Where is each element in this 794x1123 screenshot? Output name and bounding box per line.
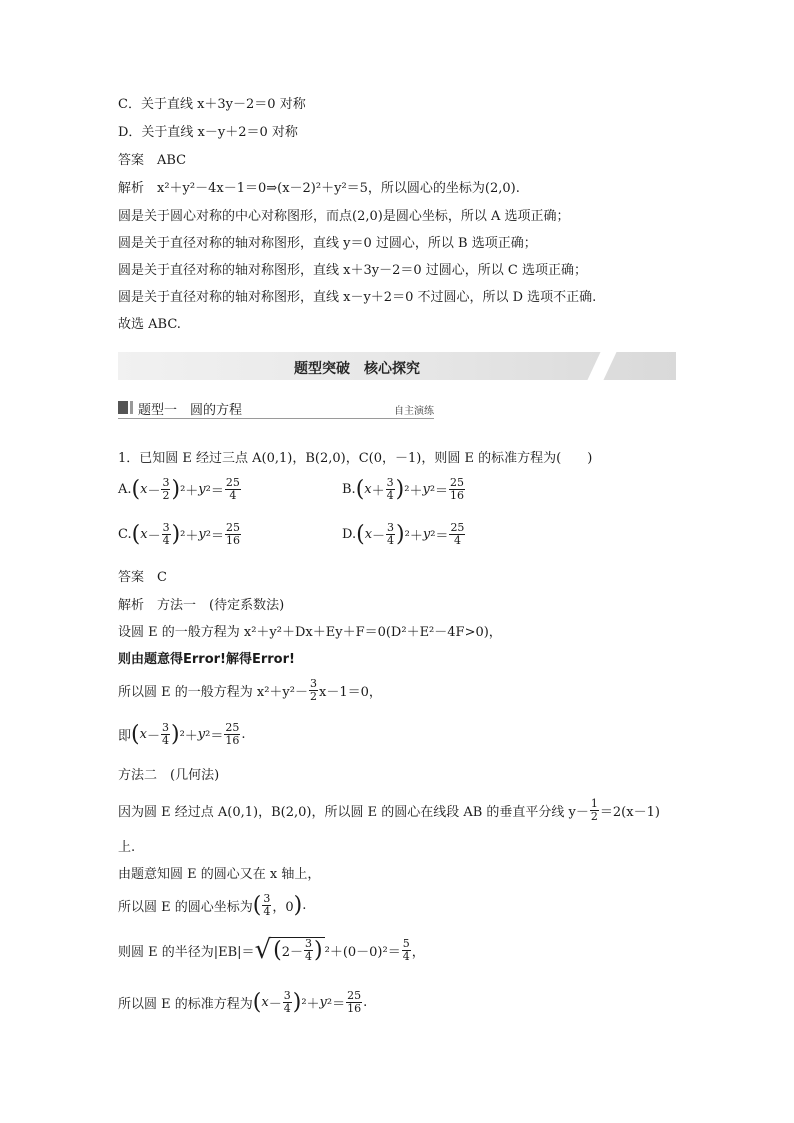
topic-tag: 自主演练	[394, 406, 434, 417]
q1-answer: 答案 C	[118, 570, 167, 585]
method2-line-5: 则圆 E 的半径为|EB|＝ √ ( 2－ $\frac{3}{4}$ ) ²＋(0－0)²＝ $\frac{5}{4}$ ，	[118, 935, 425, 965]
m1l4-rnum: 25	[225, 721, 240, 734]
m2l5-rden: 4	[402, 949, 410, 963]
d-r-den: 4	[453, 534, 461, 547]
solution-line-6: 故选 ABC.	[118, 317, 181, 332]
m2l4-num: 3	[263, 892, 271, 905]
m2l5-num: 3	[305, 937, 313, 950]
m2l1-pre: 因为圆 E 经过点 A(0,1)，B(2,0)，所以圆 E 的圆心在线段 AB 的垂直平分线 y－	[118, 805, 589, 820]
a-h-den: 2	[162, 489, 170, 502]
option-c-line: C．关于直线 x＋3y－2＝0 对称	[118, 97, 306, 112]
method2-line-4: 所以圆 E 的圆心坐标为 ( $\frac{3}{4}$ ，0 ) .	[118, 892, 307, 918]
a-r-den: 4	[229, 489, 237, 502]
topic-title: 题型一 圆的方程	[138, 403, 243, 418]
option-a-label: A.	[118, 482, 132, 497]
c-r-den: 16	[225, 534, 240, 547]
a-r-num: 25	[225, 476, 240, 489]
option-c: C. ( x － $\frac{3}{4}$ ) ²＋ y ²＝ $\frac{25}{16}$	[118, 521, 240, 547]
c-r-num: 25	[225, 521, 240, 534]
solution-line-4: 圆是关于直径对称的轴对称图形，直线 x＋3y－2＝0 过圆心，所以 C 选项正确；	[118, 263, 587, 278]
section-banner	[118, 352, 676, 380]
answer-line: 答案 ABC	[118, 153, 187, 168]
m2l4-post: ，0	[272, 900, 294, 915]
method2-line-1	[118, 798, 660, 823]
m2l1-den: 2	[590, 810, 598, 823]
c-h-den: 4	[162, 534, 170, 547]
method2-title: 方法二 (几何法)	[118, 768, 220, 783]
option-a: A. ( x － $\frac{3}{2}$ ) ²＋ y ²＝ $\frac{25}{4}$	[118, 476, 240, 502]
m1l3-pre: 所以圆 E 的一般方程为 x²＋y²－	[118, 685, 308, 700]
b-r-num: 25	[450, 476, 465, 489]
m2l1-post: ＝2(x－1)	[599, 805, 660, 820]
method2-line-3: 由题意知圆 E 的圆心又在 x 轴上，	[118, 867, 321, 882]
option-b-label: B.	[342, 482, 356, 497]
m1l4-num: 3	[161, 721, 169, 734]
sqrt-expression: √ ( 2－ $\frac{3}{4}$ )	[254, 935, 323, 965]
b-r-den: 16	[450, 489, 465, 502]
solution-line-1: 解析 x²＋y²－4x－1＝0⇒(x－2)²＋y²＝5，所以圆心的坐标为(2,0).	[118, 181, 520, 196]
c-h-num: 3	[162, 521, 170, 534]
option-b: B. ( x ＋ $\frac{3}{4}$ ) ²＋ y ²＝ $\frac{25}{16}$	[342, 476, 465, 502]
option-d: D. ( x － $\frac{3}{4}$ ) ²＋ y ²＝ $\frac{25}{4}$	[342, 521, 465, 547]
method1-line-2: 则由题意得Error!解得Error!	[118, 652, 295, 667]
m2l6-num: 3	[283, 989, 291, 1002]
m2l1-num: 1	[590, 797, 598, 810]
m2l6-rnum: 25	[347, 989, 362, 1002]
m1l3-den: 2	[310, 690, 317, 703]
question-stem: 1．已知圆 E 经过三点 A(0,1)，B(2,0)，C(0，－1)，则圆 E 的标准方程为( )	[118, 451, 593, 466]
option-d-label: D.	[342, 527, 357, 542]
m1l3-post: x－1＝0，	[319, 685, 382, 700]
m2l6-pre: 所以圆 E 的标准方程为	[118, 997, 253, 1012]
m1l3-num: 3	[310, 677, 317, 690]
m1l4-den: 4	[161, 734, 169, 747]
b-h-den: 4	[386, 489, 394, 502]
bookmark-icon	[118, 401, 128, 414]
solution-line-3: 圆是关于直径对称的轴对称图形，直线 y＝0 过圆心，所以 B 选项正确；	[118, 236, 537, 251]
b-h-num: 3	[386, 476, 394, 489]
method2-line-6: 所以圆 E 的标准方程为 ( x － $\frac{3}{4}$ ) ²＋ y ²＝ $\frac{25}{16}$ .	[118, 989, 368, 1015]
method1-line-1: 设圆 E 的一般方程为 x²＋y²＋Dx＋Ey＋F＝0(D²＋E²－4F>0)，	[118, 625, 502, 640]
m1l4-rden: 16	[225, 734, 240, 747]
m2l4-den: 4	[263, 905, 271, 918]
m2l5-den: 4	[305, 950, 313, 963]
solution-line-5: 圆是关于直径对称的轴对称图形，直线 x－y＋2＝0 不过圆心，所以 D 选项不正确.	[118, 290, 597, 305]
banner-title: 题型突破 核心探究	[294, 361, 420, 377]
m2l6-den: 4	[283, 1002, 291, 1015]
d-h-num: 3	[387, 521, 395, 534]
option-d-line: D．关于直线 x－y＋2＝0 对称	[118, 125, 298, 140]
m1l4-pre: 即	[118, 729, 132, 744]
m2l4-pre: 所以圆 E 的圆心坐标为	[118, 900, 253, 915]
method1-line-3	[118, 678, 382, 703]
m2l6-rden: 16	[347, 1002, 362, 1015]
m2l5-tail: ²＋(0－0)²＝	[324, 944, 401, 960]
topic-subheading	[118, 398, 434, 419]
d-r-num: 25	[450, 521, 465, 534]
method2-line-2: 上.	[118, 840, 136, 855]
m2l5-pre: 则圆 E 的半径为|EB|＝	[118, 944, 255, 960]
method1-title: 解析 方法一 (待定系数法)	[118, 598, 285, 613]
d-h-den: 4	[387, 534, 395, 547]
a-h-num: 3	[162, 476, 170, 489]
solution-line-2: 圆是关于圆心对称的中心对称图形，而点(2,0)是圆心坐标，所以 A 选项正确；	[118, 209, 570, 224]
method1-line-4: 即 ( x － $\frac{3}{4}$ ) ²＋ y ²＝ $\frac{25}{16}$ .	[118, 721, 246, 747]
bookmark-stripe-icon	[130, 401, 133, 414]
m2l5-rnum: 5	[402, 936, 410, 950]
option-c-label: C.	[118, 527, 132, 542]
